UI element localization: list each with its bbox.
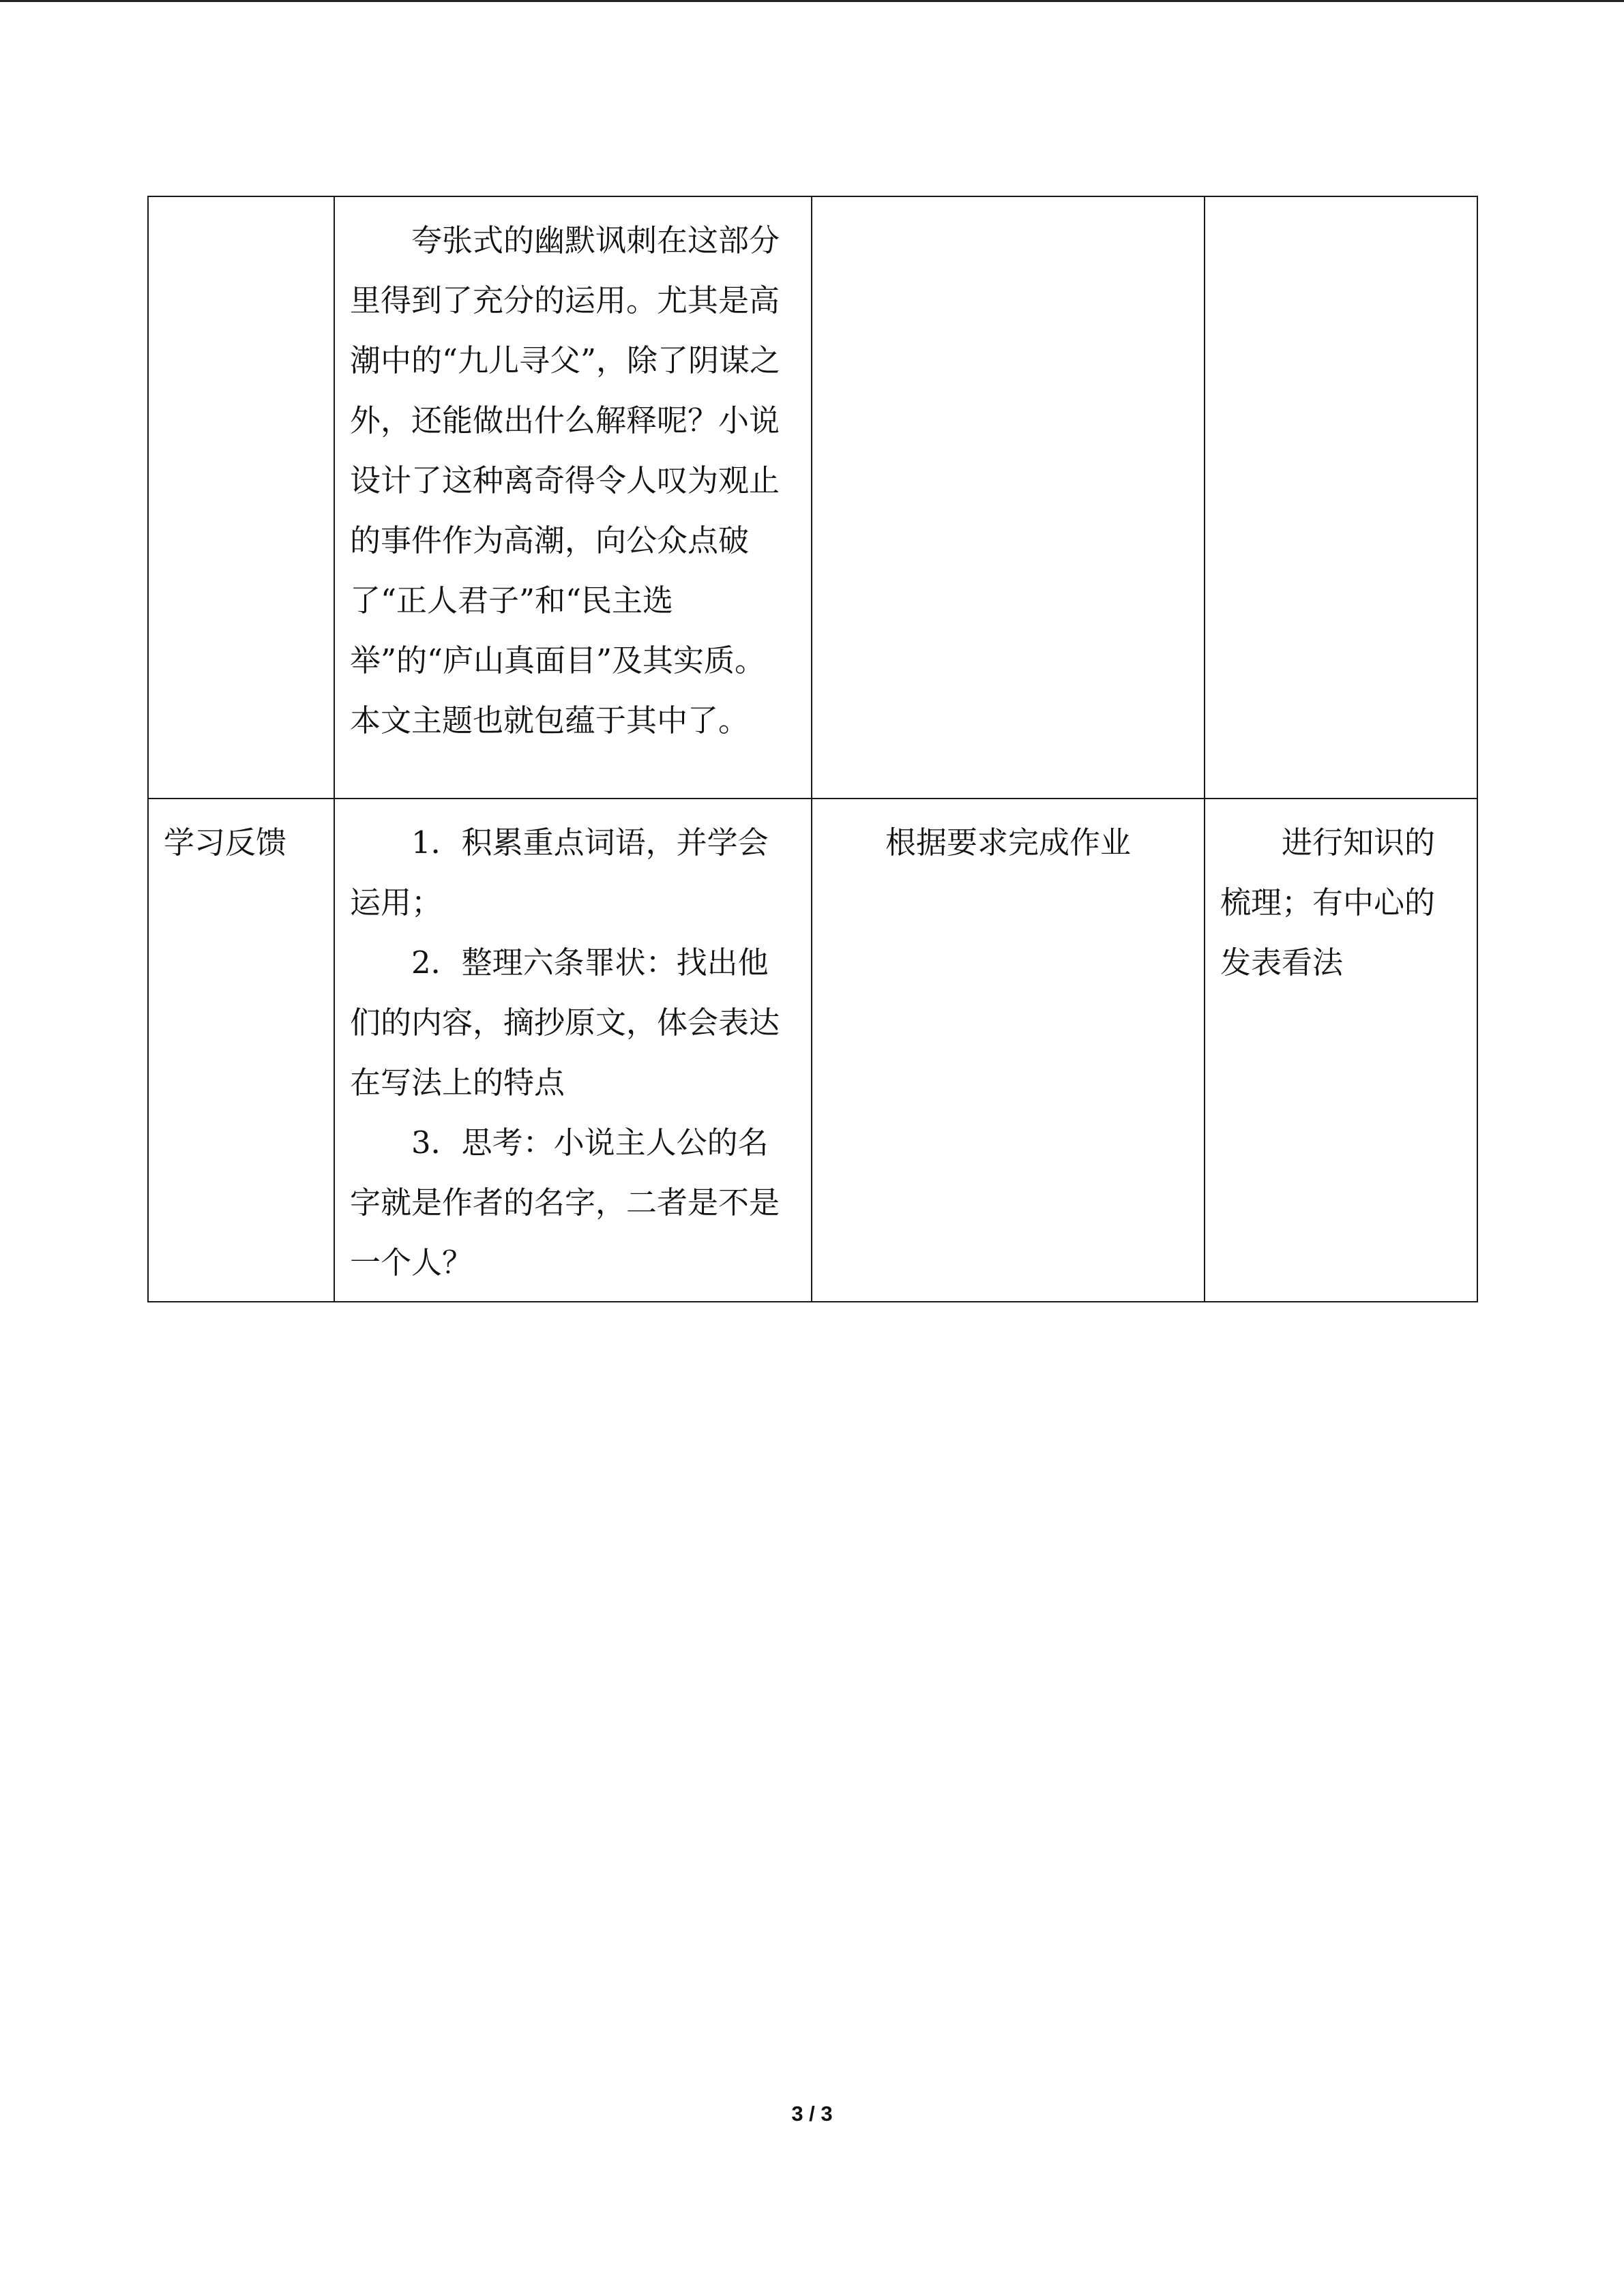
content-item-3: 3．思考：小说主人公的名字就是作者的名字，二者是不是一个人？ [350, 1124, 780, 1281]
content-cell [334, 196, 812, 799]
content-item-1: 1．积累重点词语，并学会运用； [350, 824, 769, 921]
table-row [148, 196, 1477, 799]
intent-text: 进行知识的梳理；有中心的发表看法 [1220, 824, 1436, 981]
table-row [148, 799, 1477, 1302]
activity-cell [812, 799, 1205, 1302]
activity-text: 根据要求完成作业 [885, 824, 1131, 861]
intent-cell [1205, 799, 1477, 1302]
content-cell [334, 799, 812, 1302]
row-label-cell [148, 799, 334, 1302]
row-label-cell [148, 196, 334, 799]
row-label: 学习反馈 [164, 824, 287, 861]
activity-cell [812, 196, 1205, 799]
intent-cell [1205, 196, 1477, 799]
page-top-border [0, 0, 1624, 2]
content-item-2: 2．整理六条罪状：找出他们的内容，摘抄原文，体会表达在写法上的特点 [350, 944, 780, 1101]
lesson-plan-table [147, 196, 1478, 1302]
content-paragraph: 夸张式的幽默讽刺在这部分里得到了充分的运用。尤其是高潮中的“九儿寻父”，除了阴谋之外，还能做出什么解释呢？小说设计了这种离奇得令人叹为观止的事件作为高潮，向公众点破了“正人君子”和“民主选举”的“庐山真面目”及其实质。本文主题也就包蕴于其中了。 [350, 222, 781, 739]
page-number: 3 / 3 [791, 2102, 833, 2126]
